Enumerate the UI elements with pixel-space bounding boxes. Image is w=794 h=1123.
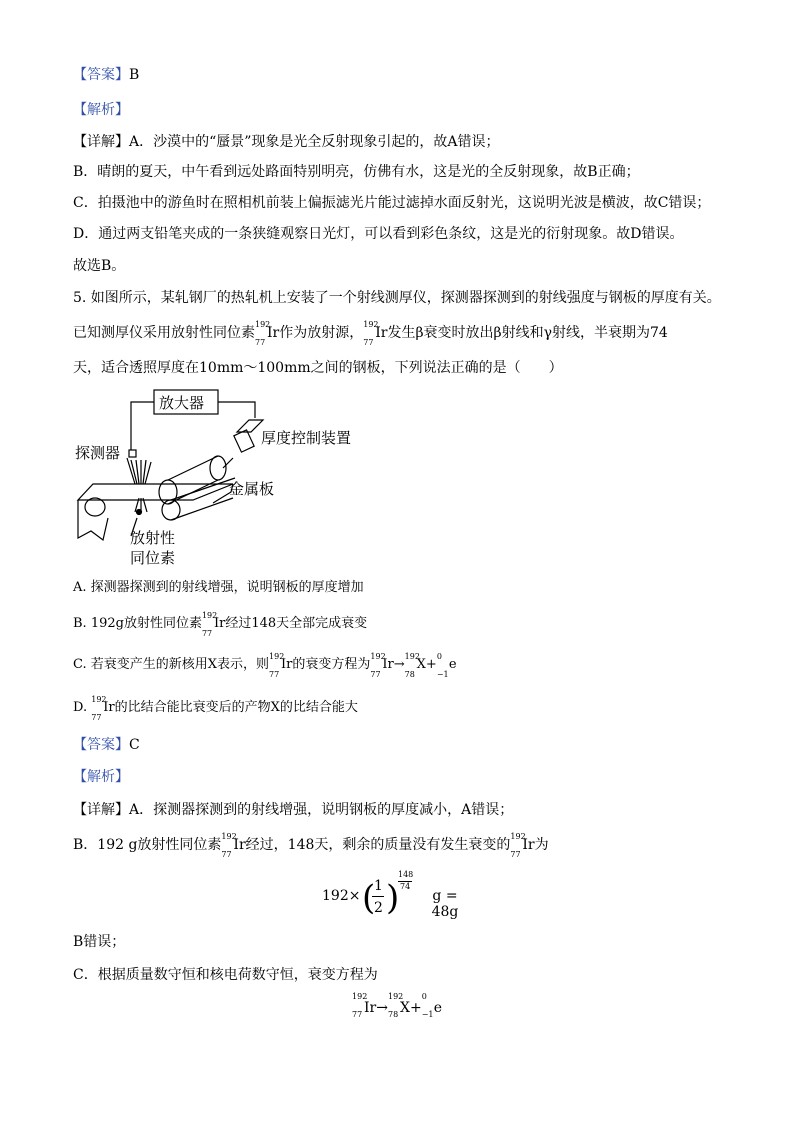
amplifier-label: 放大器 [159, 394, 205, 412]
nuclide-ir [269, 652, 293, 679]
paren-right: ) [386, 878, 400, 918]
nuclide-x [404, 652, 426, 679]
detector-label: 探测器 [75, 444, 121, 462]
plus: + [425, 657, 437, 672]
x-mass: 192 [387, 992, 404, 1001]
detail-label: 【详解】 [73, 802, 129, 818]
formula-coef: 192× [322, 888, 361, 904]
nuclide-e [421, 992, 442, 1019]
ir-mass: 192 [91, 695, 107, 704]
ir-symbol: Ir [281, 657, 293, 672]
nuclide-ir [255, 320, 280, 347]
wire-to-detector [131, 402, 154, 450]
ir-symbol: Ir [233, 837, 246, 853]
q5-exp-b-3: 为 [534, 837, 549, 853]
option-b-2: 经过148天全部完成衰变 [225, 616, 368, 631]
detector-box [129, 450, 136, 457]
q5-exp-c: C．根据质量数守恒和核电荷数守恒，衰变方程为 [73, 967, 378, 983]
ir-mass: 192 [201, 611, 218, 620]
q4-line-a-text: A．沙漠中的“蜃景”现象是光全反射现象引起的，故A错误； [129, 134, 500, 150]
ir-symbol: Ir [382, 657, 394, 672]
x-symbol: X [399, 1000, 410, 1016]
nuclide-ir [510, 832, 535, 859]
isotope-label-2: 同位素 [130, 549, 176, 567]
formula-num: 1 [374, 878, 383, 894]
q5-stem-2 [73, 320, 668, 347]
analysis-label: 【解析】 [73, 769, 129, 785]
ir-z: 77 [201, 629, 213, 638]
nuclide-ir [363, 320, 388, 347]
nuclide-ir [352, 992, 377, 1019]
q5-stem-3: 天，适合透照厚度在10mm～100mm之间的钢板，下列说法正确的是（ ） [73, 360, 563, 376]
nuclide-ir [221, 832, 246, 859]
e-symbol: e [433, 1000, 442, 1016]
exp-num: 148 [398, 870, 414, 879]
q5-stem-2c: 发生β衰变时放出β射线和γ射线，半衰期为74 [387, 325, 668, 341]
ir-mass: 192 [370, 652, 386, 661]
ir-mass: 192 [363, 320, 379, 329]
ir-symbol: Ir [103, 700, 115, 715]
isotope-label-1: 放射性 [130, 529, 176, 547]
option-d [73, 695, 358, 722]
nuclide-ir [370, 652, 394, 679]
nuclide-ir [91, 695, 115, 722]
e-mass: 0 [436, 652, 442, 661]
x-z: 78 [387, 1010, 399, 1019]
paren-left: ( [362, 878, 376, 918]
option-d-2: 的比结合能比衰变后的产物X的比结合能大 [114, 700, 358, 715]
plus: + [409, 1000, 422, 1016]
e-z: −1 [436, 670, 449, 679]
q5-exp-b-2: 经过，148天，剩余的质量没有发生衰变的 [245, 837, 511, 853]
formula-result: g = 48g [431, 888, 459, 920]
x-mass: 192 [404, 652, 420, 661]
thickness-gauge-diagram [73, 388, 373, 573]
option-b-1: B. 192g放射性同位素 [73, 616, 202, 631]
answer-label: 【答案】 [73, 67, 129, 83]
arrow: → [376, 1000, 388, 1016]
answer-line-q4 [73, 65, 139, 85]
arrow: → [393, 657, 405, 672]
ir-z: 77 [370, 670, 381, 679]
ir-z: 77 [91, 713, 102, 722]
option-c-1: C. 若衰变产生的新核用X表示，则 [73, 657, 270, 672]
thickness-control-label: 厚度控制装置 [261, 429, 352, 447]
q5-stem-1: 5. 如图所示，某轧钢厂的热轧机上安装了一个射线测厚仪，探测器探测到的射线强度与钢板的厚度有关。 [73, 290, 721, 306]
ir-symbol: Ir [213, 616, 226, 631]
x-z: 78 [404, 670, 415, 679]
ir-z: 77 [255, 338, 266, 347]
ir-mass: 192 [269, 652, 285, 661]
fraction-bar [372, 896, 384, 897]
ir-symbol: Ir [522, 837, 535, 853]
detail-label: 【详解】 [73, 134, 129, 150]
q5-exp-a-text: A．探测器探测到的射线增强，说明钢板的厚度减小，A错误； [129, 802, 514, 818]
q4-line-a [73, 132, 500, 152]
ir-z: 77 [221, 850, 232, 859]
ir-mass: 192 [352, 992, 368, 1001]
q4-line-b: B．晴朗的夏天，中午看到远处路面特别明亮，仿佛有水，这是光的全反射现象，故B正确； [73, 164, 640, 180]
ir-symbol: Ir [267, 325, 280, 341]
half-life-formula [0, 872, 794, 922]
e-mass: 0 [421, 992, 427, 1001]
q5-exp-b-1: B．192 g放射性同位素 [73, 837, 222, 853]
metal-plate-label: 金属板 [229, 480, 275, 498]
q5-exp-b [73, 832, 549, 859]
wire-to-control [218, 402, 255, 418]
formula-den: 2 [374, 900, 383, 916]
ir-z: 77 [510, 850, 521, 859]
answer-line-q5 [73, 735, 140, 755]
ir-z: 77 [269, 670, 280, 679]
q5-stem-2b: 作为放射源， [279, 325, 364, 341]
q5-exp-a [73, 800, 513, 820]
decay-equation [0, 992, 794, 1019]
ir-z: 77 [363, 338, 374, 347]
q4-line-d: D．通过两支铅笔夹成的一条狭缝观察日光灯，可以看到彩色条纹，这是光的衍射现象。故D错误。 [73, 226, 684, 242]
q5-exp-b-end: B错误； [73, 934, 126, 950]
ir-z: 77 [352, 1010, 363, 1019]
e-symbol: e [448, 657, 457, 672]
answer-value: B [129, 67, 140, 83]
option-d-1: D. [73, 700, 92, 715]
x-symbol: X [416, 657, 426, 672]
option-c [73, 652, 457, 679]
analysis-label: 【解析】 [73, 102, 129, 118]
exp-den: 74 [400, 882, 411, 891]
ir-mass: 192 [255, 320, 271, 329]
nuclide-ir [201, 611, 226, 638]
option-a: A. 探测器探测到的射线增强，说明钢板的厚度增加 [73, 580, 364, 595]
e-z: −1 [421, 1010, 434, 1019]
q5-stem-2a: 已知测厚仪采用放射性同位素 [73, 325, 255, 341]
nuclide-x [387, 992, 410, 1019]
ir-mass: 192 [221, 832, 237, 841]
ir-mass: 192 [510, 832, 526, 841]
option-b [73, 611, 368, 638]
ir-symbol: Ir [364, 1000, 377, 1016]
option-c-2: 的衰变方程为 [292, 657, 371, 672]
answer-label: 【答案】 [73, 737, 129, 753]
nuclide-e [436, 652, 457, 679]
q4-line-c: C．拍摄池中的游鱼时在照相机前装上偏振滤光片能过滤掉水面反射光，这说明光波是横波，故C错误； [73, 195, 711, 211]
answer-value: C [129, 737, 140, 753]
ir-symbol: Ir [375, 325, 388, 341]
q4-conclusion: 故选B。 [73, 258, 126, 274]
roller-left [85, 498, 105, 516]
